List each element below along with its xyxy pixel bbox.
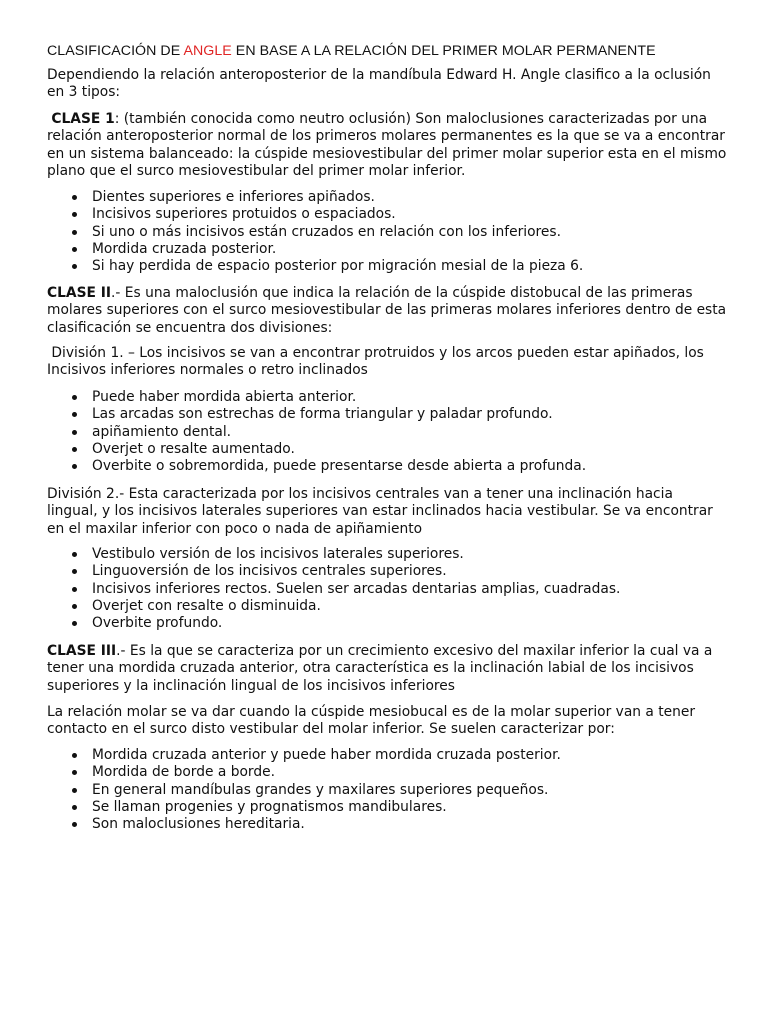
list-item: Mordida cruzada posterior. (47, 241, 727, 258)
clase1-block (47, 111, 727, 180)
list-item: Linguoversión de los incisivos centrales superiores. (47, 563, 727, 580)
list-item: Overbite o sobremordida, puede presentarse desde abierta a profunda. (47, 458, 727, 475)
division2-list (47, 546, 727, 632)
division2-paragraph: División 2.- Esta caracterizada por los incisivos centrales van a tener una inclinación hacia lingual, y los incisivos laterales superiores van estar inclinados hacia vestibular. Se va encontrar en el maxilar inferior con poco o nada de apiñamiento (47, 486, 713, 537)
list-item: Si uno o más incisivos están cruzados en relación con los inferiores. (47, 224, 727, 241)
title-pre: CLASIFICACIÓN DE (47, 43, 184, 59)
list-item: Son maloclusiones hereditaria. (47, 816, 727, 833)
list-item: En general mandíbulas grandes y maxilares superiores pequeños. (47, 782, 727, 799)
list-item: Dientes superiores e inferiores apiñados. (47, 189, 727, 206)
division2-block (47, 486, 727, 538)
clase2-block (47, 285, 727, 337)
clase3-list (47, 747, 727, 833)
document-title (47, 42, 656, 60)
clase3-label: CLASE III (47, 643, 117, 659)
list-item: apiñamiento dental. (47, 424, 727, 441)
clase1-list-block (47, 189, 727, 275)
division1-block (47, 345, 727, 380)
clase3-block (47, 643, 727, 695)
title-highlight-angle: ANGLE (183, 43, 232, 59)
list-item: Overjet o resalte aumentado. (47, 441, 727, 458)
clase2-paragraph (47, 285, 727, 337)
list-item: Incisivos superiores protuidos o espaciados. (47, 206, 727, 223)
list-item: Las arcadas son estrechas de forma triangular y paladar profundo. (47, 406, 727, 423)
clase3-text: .- Es la que se caracteriza por un crecimiento excesivo del maxilar inferior la cual va a tener una mordida cruzada anterior, otra característica es la inclinación labial de los incisivos superiores y la inclinación lingual de los incisivos inferiores (47, 643, 713, 694)
division1-list (47, 389, 727, 475)
clase1-label: CLASE 1 (51, 111, 115, 127)
division1-paragraph: División 1. – Los incisivos se van a encontrar protruidos y los arcos pueden estar apiñados, los Incisivos inferiores normales o retro inclinados (47, 345, 704, 379)
intro-block (47, 67, 727, 102)
clase1-text: : (también conocida como neutro oclusión) Son maloclusiones caracterizadas por una relación anteroposterior normal de los primeros molares permanentes es la que se va a encontrar en un sistema balanceado: la cúspide mesiovestibular del primer molar superior esta en el mismo plano que el surco mesiovestibular del primer molar inferior. (47, 111, 727, 179)
list-item: Vestibulo versión de los incisivos laterales superiores. (47, 546, 727, 563)
intro-paragraph: Dependiendo la relación anteroposterior de la mandíbula Edward H. Angle clasifico a la oclusión en 3 tipos: (47, 67, 711, 101)
clase3-relation-paragraph: La relación molar se va dar cuando la cúspide mesiobucal es de la molar superior van a tener contacto en el surco disto vestibular del molar inferior. Se suelen caracterizar por: (47, 704, 696, 738)
division1-list-block (47, 389, 727, 475)
clase1-paragraph (47, 111, 727, 180)
clase2-label: CLASE II (47, 285, 112, 301)
list-item: Incisivos inferiores rectos. Suelen ser arcadas dentarias amplias, cuadradas. (47, 581, 727, 598)
list-item: Overbite profundo. (47, 615, 727, 632)
clase3-paragraph (47, 643, 727, 695)
clase1-list (47, 189, 727, 275)
clase2-text: .- Es una maloclusión que indica la relación de la cúspide distobucal de las primeras molares superiores con el surco mesiovestibular de las primeras molares inferiores dentro de esta clasificación se encuentra dos divisiones: (47, 285, 727, 336)
division2-list-block (47, 546, 727, 632)
clase3-list-block (47, 747, 727, 833)
title-post: EN BASE A LA RELACIÓN DEL PRIMER MOLAR PERMANENTE (231, 43, 656, 59)
list-item: Si hay perdida de espacio posterior por migración mesial de la pieza 6. (47, 258, 727, 275)
list-item: Overjet con resalte o disminuida. (47, 598, 727, 615)
list-item: Mordida de borde a borde. (47, 764, 727, 781)
list-item: Se llaman progenies y prognatismos mandibulares. (47, 799, 727, 816)
clase3-relation-block (47, 704, 727, 739)
list-item: Puede haber mordida abierta anterior. (47, 389, 727, 406)
list-item: Mordida cruzada anterior y puede haber mordida cruzada posterior. (47, 747, 727, 764)
